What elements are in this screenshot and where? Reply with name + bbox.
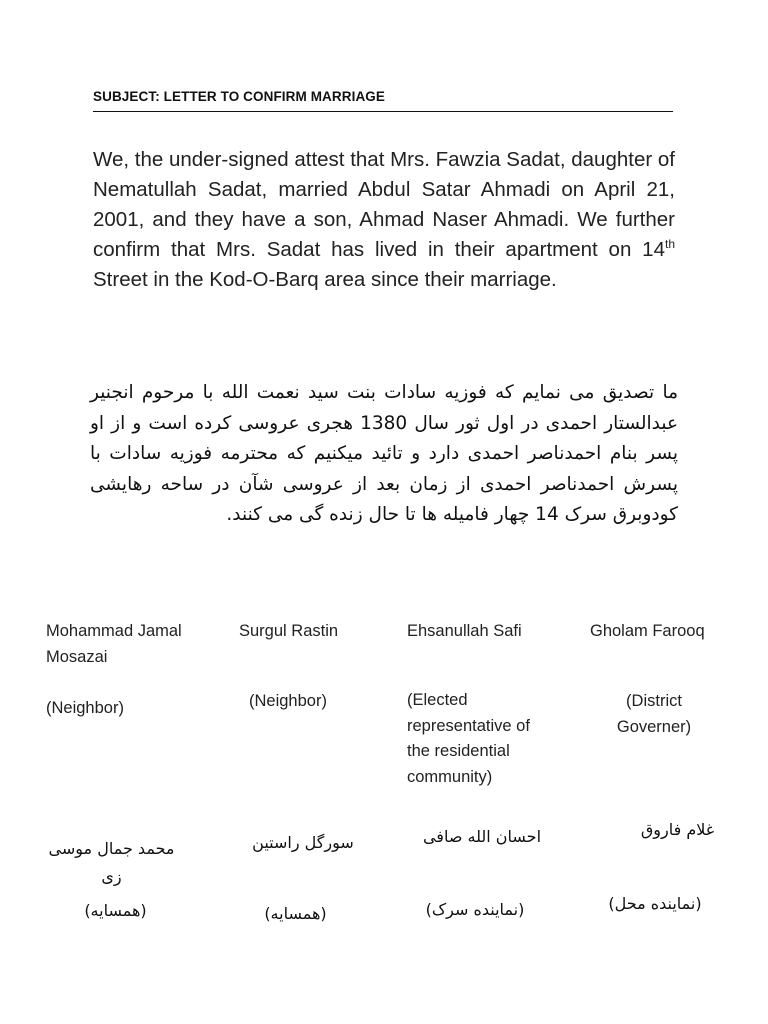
signatory-3-role: (Elected representative of the residential community) <box>407 691 530 786</box>
signatory-4-role: (District Governer) <box>616 692 692 736</box>
signatory-4-role-fa: (نماینده محل) <box>608 894 702 913</box>
signatory-1-name-fa: محمد جمال موسی زی <box>48 839 175 886</box>
signatory-2-role-fa: (همسایه) <box>264 904 327 923</box>
signatory-2-name-fa: سورگل راستین <box>252 833 354 852</box>
letter-subject: SUBJECT: LETTER TO CONFIRM MARRIAGE <box>93 89 673 112</box>
signatory-1-role-fa: (همسایه) <box>84 901 147 920</box>
signatory-2-name: Surgul Rastin <box>239 622 339 640</box>
signatory-3-name: Ehsanullah Safi <box>407 622 522 640</box>
dari-attestation-paragraph: ما تصدیق می نمایم که فوزیه سادات بنت سید نعمت الله با مرحوم انجنیر عبدالستار احمدی در اول ثور سال 1380 هجری عروسی کرده است و از او پسر بنام احمدناصر احمدی دارد و تائید میکنیم که محترمه فوزیه سادات با پسرش احمدناصر احمدی از زمان بعد از عروسی شآن در ساحه رهایشی کودوبرق سرک 14 چهار فامیله ها تا حال زنده گی می کنند. <box>90 382 679 525</box>
english-attestation-paragraph <box>93 145 675 295</box>
signatory-4-name-fa: غلام فاروق <box>640 820 715 839</box>
signatory-3-role-fa: (نماینده سرک) <box>425 900 525 919</box>
signatory-4-name: Gholam Farooq <box>590 622 705 640</box>
signatory-3-name-fa: احسان الله صافی <box>422 827 542 846</box>
english-text-part-1: We, the under-signed attest that Mrs. Fawzia Sadat, daughter of Nematullah Sadat, married Abdul Satar Ahmadi on April 21, 2001, and they have a son, Ahmad Naser Ahmadi. We further confirm that Mrs. Sadat has lived in their apartment on 14 <box>93 148 675 261</box>
signatory-1-role: (Neighbor) <box>46 699 124 717</box>
signatory-2-role: (Neighbor) <box>249 692 327 710</box>
signatory-1-name: Mohammad Jamal Mosazai <box>46 622 182 666</box>
ordinal-superscript: th <box>664 237 675 251</box>
english-text-part-2: Street in the Kod-O-Barq area since their marriage. <box>93 268 557 291</box>
